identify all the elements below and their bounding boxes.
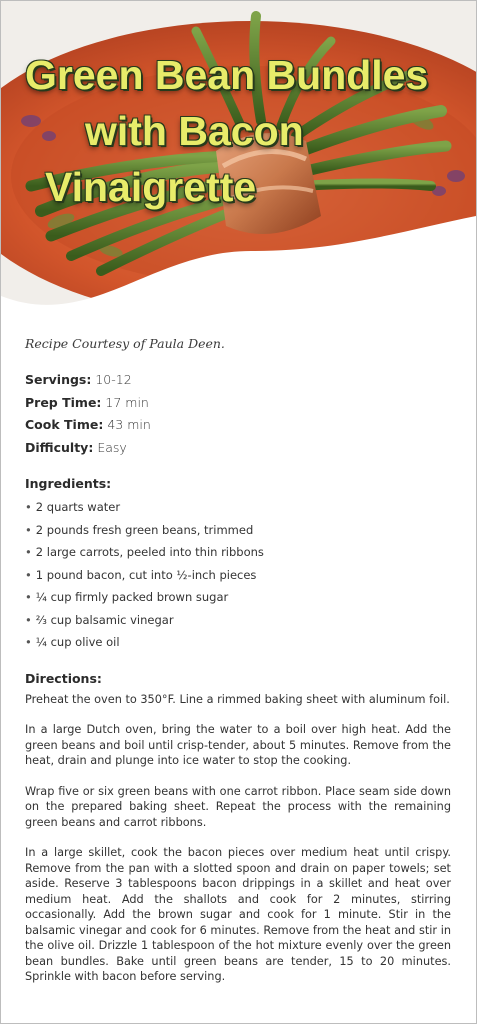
ingredient-item (25, 609, 451, 632)
ingredient-text: 1 pound bacon, cut into ½-inch pieces (35, 567, 257, 582)
ingredient-text: ¼ cup olive oil (35, 635, 120, 649)
hero-photo (1, 1, 476, 321)
ingredient-text: ¼ cup firmly packed brown sugar (35, 590, 229, 604)
ingredient-text: 2 pounds fresh green beans, trimmed (35, 522, 254, 537)
title-line-3: Vinaigrette (45, 164, 257, 210)
bullet-glyph: • (25, 500, 32, 514)
recipe-title (1, 47, 476, 215)
ingredient-item (25, 586, 451, 609)
direction-step: Preheat the oven to 350°F. Line a rimmed baking sheet with aluminum foil. (25, 692, 450, 706)
ingredients-list (25, 496, 451, 654)
title-line-1: Green Bean Bundles (25, 52, 429, 98)
ingredient-item (25, 631, 451, 654)
bullet-glyph: • (25, 590, 32, 604)
meta-value: 43 min (107, 417, 151, 432)
ingredient-text: ⅔ cup balsamic vinegar (35, 612, 174, 627)
recipe-meta (25, 369, 451, 459)
ingredient-item (25, 496, 451, 519)
directions-heading: Directions: (25, 670, 102, 686)
meta-label: Prep Time: (25, 394, 102, 410)
ingredients-heading: Ingredients: (25, 476, 112, 491)
bullet-glyph: • (25, 545, 32, 559)
bullet-glyph: • (25, 635, 32, 649)
recipe-body (25, 336, 451, 1000)
bullet-glyph: • (25, 522, 32, 537)
ingredient-item (25, 564, 451, 587)
meta-label: Servings: (25, 372, 92, 387)
meta-difficulty (25, 437, 451, 460)
ingredient-text: 2 large carrots, peeled into thin ribbons (35, 545, 264, 559)
recipe-courtesy: Recipe Courtesy of Paula Deen. (25, 336, 225, 351)
bullet-glyph: • (25, 567, 32, 582)
meta-label: Cook Time: (25, 417, 104, 432)
meta-label: Difficulty: (25, 439, 94, 455)
directions-list (25, 692, 451, 985)
ingredient-item (25, 541, 451, 564)
direction-step: In a large Dutch oven, bring the water to a boil over high heat. Add the green beans and boil until crisp-tender, about 5 minutes. Remove from the heat, drain and plunge into ice water to stop the cooking. (25, 723, 451, 767)
direction-step: Wrap five or six green beans with one carrot ribbon. Place seam side down on the prepared baking sheet. Repeat the process with the remaining green beans and carrot ribbons. (25, 784, 451, 829)
meta-value: 17 min (105, 394, 149, 410)
meta-servings (25, 369, 451, 392)
meta-prep-time (25, 392, 451, 415)
meta-value: Easy (97, 439, 127, 455)
meta-cook-time (25, 414, 451, 437)
bullet-glyph: • (25, 612, 32, 627)
direction-step: In a large skillet, cook the bacon pieces over medium heat until crispy. Remove from the pan with a slotted spoon and drain on paper towels; set aside. Reserve 3 tablespoons bacon drippings in a skillet and heat over medium heat. Add the shallots and cook for 2 minutes, stirring occasionally. Add the brown sugar and cook for 1 minute. Stir in the balsamic vinegar and cook for 6 minutes. Remove from the heat and stir in the olive oil. Drizzle 1 tablespoon of the hot mixture evenly over the green bean bundles. Bake until green beans are tender, 15 to 20 minutes. Sprinkle with bacon before serving. (25, 846, 451, 983)
ingredient-text: 2 quarts water (35, 500, 121, 514)
title-line-2: with Bacon (85, 108, 304, 154)
ingredient-item (25, 519, 451, 542)
meta-value: 10-12 (95, 372, 132, 387)
